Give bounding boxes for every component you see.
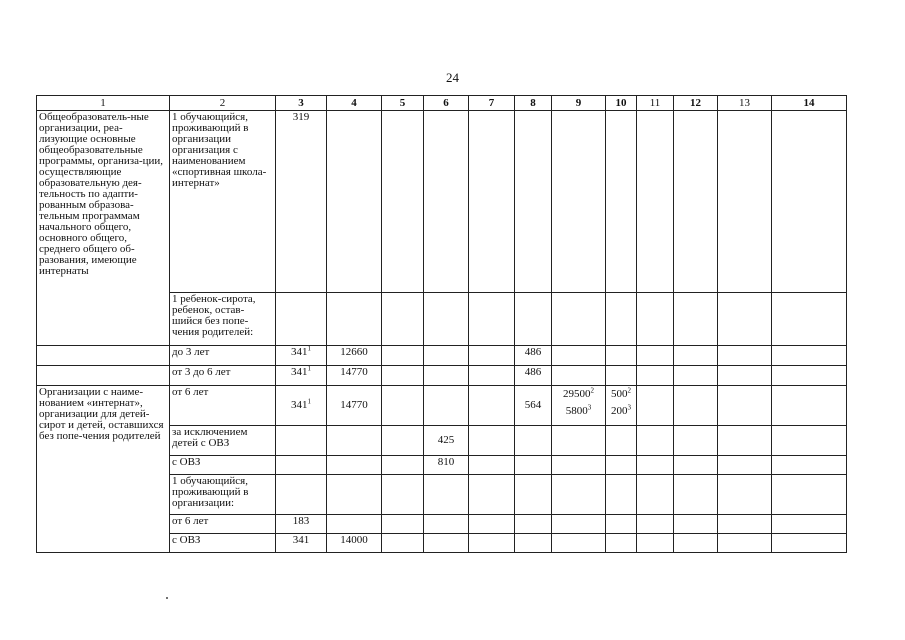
value-cell: $341^1$: [276, 386, 327, 426]
header-cell: 1: [37, 96, 170, 111]
value-cell: 486: [515, 346, 552, 366]
table-row: [37, 386, 847, 426]
header-cell: 8: [515, 96, 552, 111]
row-label: 1 обучающийся, проживающий в организации:: [170, 475, 276, 515]
value-cell: $500^2$ $200^3$: [606, 386, 637, 426]
row-label: от 3 до 6 лет: [170, 366, 276, 386]
value-cell: 14770: [327, 386, 382, 426]
header-row: [37, 96, 847, 111]
header-cell: 12: [674, 96, 718, 111]
table-row: [37, 366, 847, 386]
page-number: 24: [446, 70, 459, 85]
value-cell: 341: [276, 534, 327, 553]
value-cell: 564: [515, 386, 552, 426]
header-cell: 6: [424, 96, 469, 111]
row-label: за исключением детей с ОВЗ: [170, 426, 276, 456]
header-cell: 13: [718, 96, 772, 111]
value-cell: 319: [276, 111, 327, 293]
row-label: 1 обучающийся, проживающий в организации организация с наименованием «спортивная школа-интернат»: [170, 111, 276, 293]
header-cell: 2: [170, 96, 276, 111]
table-row: [37, 111, 847, 293]
data-table: [36, 95, 847, 553]
header-cell: 7: [469, 96, 515, 111]
header-cell: 14: [772, 96, 847, 111]
group-label-general-schools: Общеобразователь-ные организации, реа-лизующие основные общеобразовательные программы, организа-ции, осуществляющие образовательную дея-тельность по адапти-рованным образова-тельным программам начального общего, основного общего, среднего общего об-разования, имеющие интернаты: [37, 111, 170, 346]
value-cell: 14000: [327, 534, 382, 553]
header-cell: 3: [276, 96, 327, 111]
header-cell: 10: [606, 96, 637, 111]
row-label: 1 ребенок-сирота, ребенок, остав-шийся без попе-чения родителей:: [170, 293, 276, 346]
row-label: от 6 лет: [170, 515, 276, 534]
value-cell: $341^1$: [276, 366, 327, 386]
value-cell: 810: [424, 456, 469, 475]
header-cell: 9: [552, 96, 606, 111]
value-cell: 486: [515, 366, 552, 386]
value-cell: 425: [424, 426, 469, 456]
header-cell: 4: [327, 96, 382, 111]
value-cell: 183: [276, 515, 327, 534]
header-cell: 5: [382, 96, 424, 111]
value-cell: 12660: [327, 346, 382, 366]
header-cell: 11: [637, 96, 674, 111]
value-cell: 29500$^2$ 5800$^3$: [552, 386, 606, 426]
value-cell: $341^1$: [276, 346, 327, 366]
row-label: с ОВЗ: [170, 534, 276, 553]
stray-mark: [166, 597, 168, 599]
row-label: до 3 лет: [170, 346, 276, 366]
row-label: от 6 лет: [170, 386, 276, 426]
table-row: [37, 346, 847, 366]
row-label: с ОВЗ: [170, 456, 276, 475]
group-label-orphan-institutions: Организации с наиме-нованием «интернат», организации для детей-сирот и детей, оставшихся без попе-чения родителей: [37, 386, 170, 553]
value-cell: 14770: [327, 366, 382, 386]
